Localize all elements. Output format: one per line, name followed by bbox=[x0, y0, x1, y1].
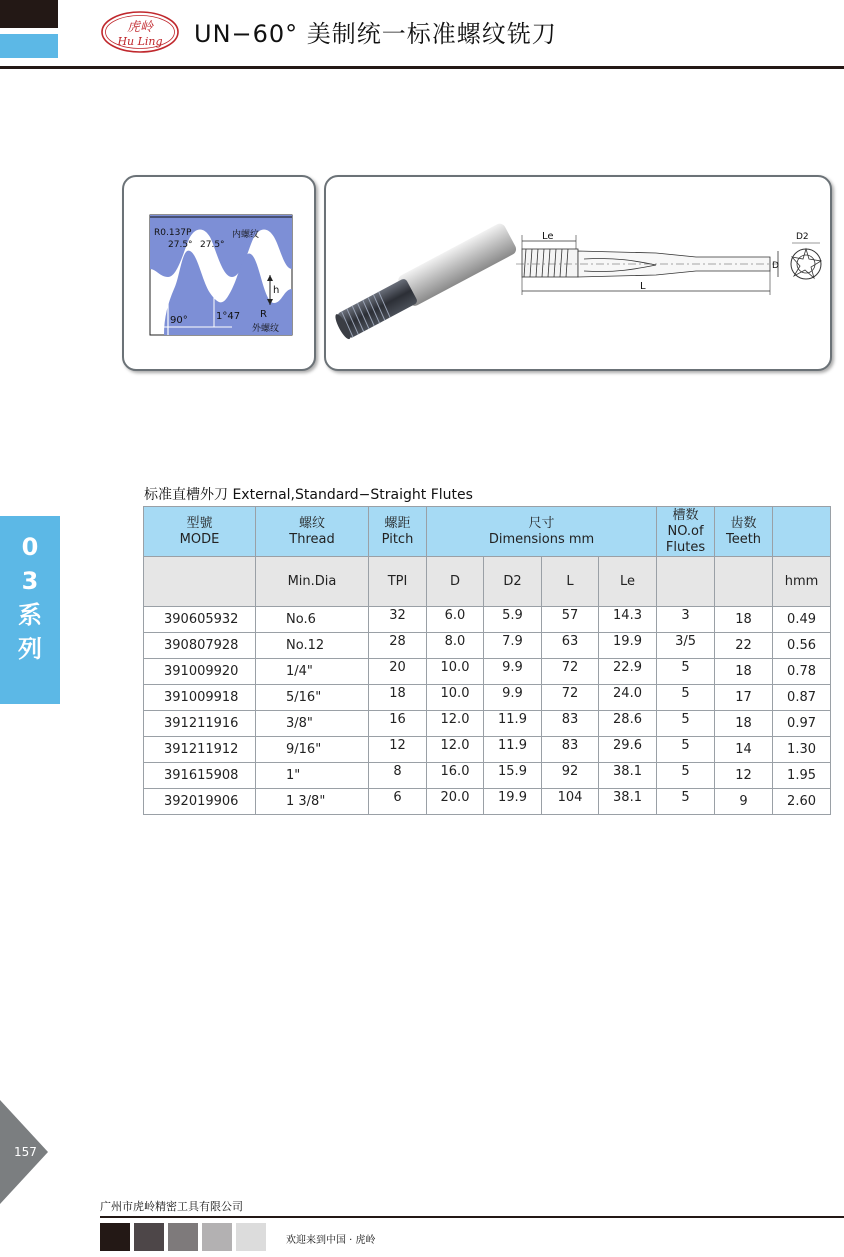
cell-d2: 15.9 bbox=[484, 763, 542, 789]
cell-l: 72 bbox=[542, 685, 599, 711]
cell-thread: 5/16" bbox=[256, 685, 369, 711]
sub-header-tpi: TPI bbox=[369, 557, 427, 607]
label-h: h bbox=[273, 285, 280, 296]
thread-profile-diagram bbox=[124, 177, 314, 369]
header-rule bbox=[0, 66, 844, 69]
table-row bbox=[144, 607, 831, 633]
header-blue-block bbox=[0, 34, 58, 58]
cell-teeth: 18 bbox=[715, 711, 773, 737]
logo-cn-text: 虎岭 bbox=[126, 20, 154, 35]
cell-d: 12.0 bbox=[427, 711, 484, 737]
series-side-text bbox=[8, 530, 52, 666]
cell-le: 29.6 bbox=[599, 737, 657, 763]
page-title: UN−60° 美制统一标准螺纹铣刀 bbox=[194, 20, 557, 48]
cell-teeth: 22 bbox=[715, 633, 773, 659]
cell-h: 2.60 bbox=[773, 789, 831, 815]
cell-h: 1.30 bbox=[773, 737, 831, 763]
welcome-text: 欢迎来到中国 · 虎岭 bbox=[286, 1235, 376, 1246]
sub-header-blank-2 bbox=[657, 557, 715, 607]
series-char-0: 0 bbox=[21, 533, 39, 561]
sub-header-d: D bbox=[427, 557, 484, 607]
cell-teeth: 18 bbox=[715, 607, 773, 633]
cell-mode: 391009920 bbox=[144, 659, 256, 685]
col-thread-header: 螺纹 Thread bbox=[256, 507, 369, 557]
color-swatch bbox=[236, 1223, 266, 1251]
tool-drawing bbox=[326, 177, 830, 369]
cell-teeth: 14 bbox=[715, 737, 773, 763]
cell-flutes: 5 bbox=[657, 685, 715, 711]
cell-d2: 19.9 bbox=[484, 789, 542, 815]
cell-d: 16.0 bbox=[427, 763, 484, 789]
cell-flutes: 3 bbox=[657, 607, 715, 633]
cell-h: 0.97 bbox=[773, 711, 831, 737]
cell-d2: 9.9 bbox=[484, 659, 542, 685]
cell-l: 63 bbox=[542, 633, 599, 659]
tool-drawing-panel bbox=[324, 175, 832, 371]
cell-teeth: 18 bbox=[715, 659, 773, 685]
cell-d: 6.0 bbox=[427, 607, 484, 633]
cell-le: 28.6 bbox=[599, 711, 657, 737]
table-row bbox=[144, 789, 831, 815]
cell-le: 38.1 bbox=[599, 789, 657, 815]
cell-d: 20.0 bbox=[427, 789, 484, 815]
footer-rule bbox=[100, 1216, 844, 1218]
table-header-row-1 bbox=[144, 507, 831, 557]
cell-thread: No.6 bbox=[256, 607, 369, 633]
col-dimensions-header: 尺寸 Dimensions mm bbox=[427, 507, 657, 557]
cell-d: 10.0 bbox=[427, 659, 484, 685]
cell-flutes: 5 bbox=[657, 711, 715, 737]
table-row bbox=[144, 737, 831, 763]
cell-teeth: 17 bbox=[715, 685, 773, 711]
sub-header-hmm: hmm bbox=[773, 557, 831, 607]
cell-d2: 7.9 bbox=[484, 633, 542, 659]
cell-mode: 390807928 bbox=[144, 633, 256, 659]
cell-h: 1.95 bbox=[773, 763, 831, 789]
cell-thread: 1 3/8" bbox=[256, 789, 369, 815]
cell-tpi: 18 bbox=[369, 685, 427, 711]
table-row bbox=[144, 711, 831, 737]
table-row bbox=[144, 659, 831, 685]
cell-l: 57 bbox=[542, 607, 599, 633]
cell-flutes: 5 bbox=[657, 737, 715, 763]
series-char-1: 3 bbox=[21, 567, 39, 595]
cell-mode: 391009918 bbox=[144, 685, 256, 711]
cell-tpi: 32 bbox=[369, 607, 427, 633]
company-name: 广州市虎岭精密工具有限公司 bbox=[100, 1200, 243, 1213]
sub-header-d2: D2 bbox=[484, 557, 542, 607]
brand-logo bbox=[100, 10, 180, 54]
table-row bbox=[144, 633, 831, 659]
label-r0137p: R0.137P bbox=[154, 228, 192, 238]
label-angle-left: 27.5° bbox=[168, 240, 193, 250]
sub-header-blank bbox=[144, 557, 256, 607]
cell-h: 0.56 bbox=[773, 633, 831, 659]
cell-thread: 9/16" bbox=[256, 737, 369, 763]
cell-mode: 391615908 bbox=[144, 763, 256, 789]
label-d2: D2 bbox=[796, 232, 809, 242]
cell-d: 12.0 bbox=[427, 737, 484, 763]
cell-tpi: 16 bbox=[369, 711, 427, 737]
label-r: R bbox=[260, 309, 267, 320]
color-swatch bbox=[100, 1223, 130, 1251]
cell-le: 19.9 bbox=[599, 633, 657, 659]
cell-le: 14.3 bbox=[599, 607, 657, 633]
page-number: 157 bbox=[14, 1145, 37, 1159]
cell-thread: 1" bbox=[256, 763, 369, 789]
label-l: L bbox=[640, 281, 646, 292]
cell-tpi: 8 bbox=[369, 763, 427, 789]
cell-le: 38.1 bbox=[599, 763, 657, 789]
cell-d: 8.0 bbox=[427, 633, 484, 659]
sub-header-le: Le bbox=[599, 557, 657, 607]
thread-profile-panel bbox=[122, 175, 316, 371]
label-1deg47: 1°47 bbox=[216, 311, 241, 322]
sub-header-blank-3 bbox=[715, 557, 773, 607]
color-swatch bbox=[168, 1223, 198, 1251]
series-char-3: 列 bbox=[18, 635, 42, 663]
label-angle-right: 27.5° bbox=[200, 240, 225, 250]
cell-h: 0.49 bbox=[773, 607, 831, 633]
spec-table bbox=[143, 506, 831, 815]
cell-l: 104 bbox=[542, 789, 599, 815]
sub-header-mindia: Min.Dia bbox=[256, 557, 369, 607]
cell-teeth: 12 bbox=[715, 763, 773, 789]
cell-flutes: 5 bbox=[657, 789, 715, 815]
color-swatch bbox=[202, 1223, 232, 1251]
header-black-block bbox=[0, 0, 58, 28]
col-mode-header: 型號 MODE bbox=[144, 507, 256, 557]
table-header-row-2 bbox=[144, 557, 831, 607]
cell-tpi: 12 bbox=[369, 737, 427, 763]
series-char-2: 系 bbox=[18, 601, 42, 629]
cell-flutes: 3/5 bbox=[657, 633, 715, 659]
cell-d2: 9.9 bbox=[484, 685, 542, 711]
cell-thread: 1/4" bbox=[256, 659, 369, 685]
cell-mode: 391211912 bbox=[144, 737, 256, 763]
cell-l: 83 bbox=[542, 737, 599, 763]
cell-mode: 390605932 bbox=[144, 607, 256, 633]
label-90deg: 90° bbox=[170, 315, 188, 326]
col-h-header bbox=[773, 507, 831, 557]
cell-teeth: 9 bbox=[715, 789, 773, 815]
cell-mode: 391211916 bbox=[144, 711, 256, 737]
logo-en-text: Hu Ling bbox=[117, 35, 163, 48]
table-row bbox=[144, 685, 831, 711]
color-swatch bbox=[134, 1223, 164, 1251]
cell-d: 10.0 bbox=[427, 685, 484, 711]
cell-mode: 392019906 bbox=[144, 789, 256, 815]
cell-h: 0.87 bbox=[773, 685, 831, 711]
cell-flutes: 5 bbox=[657, 763, 715, 789]
cell-le: 24.0 bbox=[599, 685, 657, 711]
label-external-thread: 外螺纹 bbox=[252, 324, 280, 334]
label-le: Le bbox=[542, 231, 554, 242]
cell-d2: 11.9 bbox=[484, 737, 542, 763]
cell-thread: 3/8" bbox=[256, 711, 369, 737]
cell-tpi: 20 bbox=[369, 659, 427, 685]
cell-d2: 11.9 bbox=[484, 711, 542, 737]
table-caption: 标准直槽外刀 External,Standard−Straight Flutes bbox=[144, 487, 473, 503]
table-row bbox=[144, 763, 831, 789]
table-body bbox=[144, 607, 831, 815]
cell-l: 72 bbox=[542, 659, 599, 685]
cell-le: 22.9 bbox=[599, 659, 657, 685]
label-d: D bbox=[772, 261, 779, 271]
col-teeth-header: 齿数 Teeth bbox=[715, 507, 773, 557]
cell-flutes: 5 bbox=[657, 659, 715, 685]
cell-h: 0.78 bbox=[773, 659, 831, 685]
col-flutes-header: 槽数 NO.of Flutes bbox=[657, 507, 715, 557]
cell-tpi: 6 bbox=[369, 789, 427, 815]
cell-thread: No.12 bbox=[256, 633, 369, 659]
col-pitch-header: 螺距 Pitch bbox=[369, 507, 427, 557]
cell-d2: 5.9 bbox=[484, 607, 542, 633]
cell-l: 92 bbox=[542, 763, 599, 789]
cell-tpi: 28 bbox=[369, 633, 427, 659]
label-internal-thread: 内螺纹 bbox=[232, 230, 260, 240]
cell-l: 83 bbox=[542, 711, 599, 737]
sub-header-l: L bbox=[542, 557, 599, 607]
